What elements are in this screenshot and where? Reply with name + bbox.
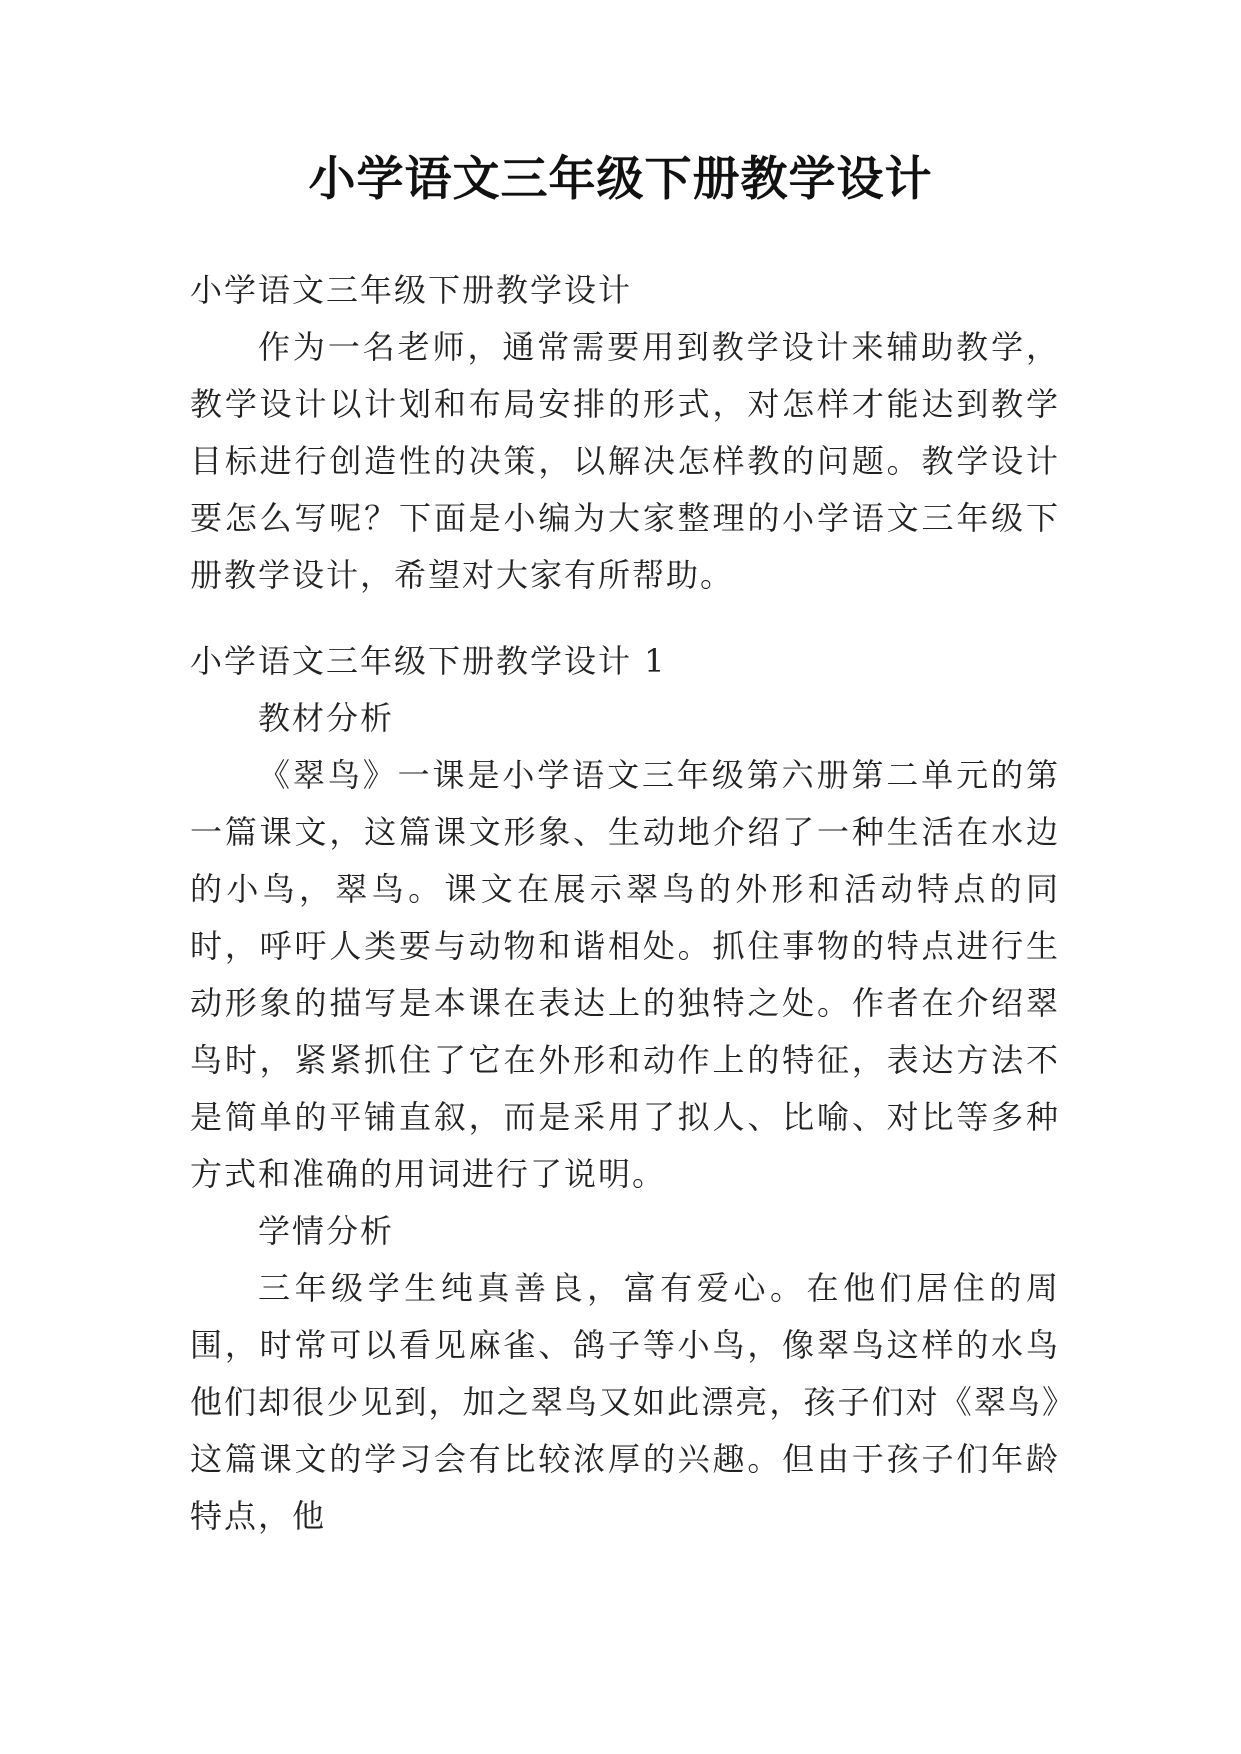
page-title: 小学语文三年级下册教学设计 [308, 152, 933, 207]
intro-block [190, 262, 1060, 604]
student-analysis-paragraph: 三年级学生纯真善良，富有爱心。在他们居住的周围，时常可以看见麻雀、鸽子等小鸟，像翠鸟这样的水鸟他们却很少见到，加之翠鸟又如此漂亮，孩子们对《翠鸟》这篇课文的学习会有比较浓厚的兴趣。但由于孩子们年龄特点，他 [190, 1269, 1060, 1535]
intro-paragraph: 作为一名老师，通常需要用到教学设计来辅助教学，教学设计以计划和布局安排的形式，对怎样才能达到教学目标进行创造性的决策，以解决怎样教的问题。教学设计要怎么写呢？下面是小编为大家整理的小学语文三年级下册教学设计，希望对大家有所帮助。 [190, 328, 1060, 594]
section-1-heading: 小学语文三年级下册教学设计 1 [190, 642, 667, 680]
textbook-analysis-label: 教材分析 [258, 699, 395, 737]
textbook-analysis-paragraph: 《翠鸟》一课是小学语文三年级第六册第二单元的第一篇课文，这篇课文形象、生动地介绍了一种生活在水边的小鸟，翠鸟。课文在展示翠鸟的外形和活动特点的同时，呼吁人类要与动物和谐相处。抓住事物的特点进行生动形象的描写是本课在表达上的独特之处。作者在介绍翠鸟时，紧紧抓住了它在外形和动作上的特征，表达方法不是简单的平铺直叙，而是采用了拟人、比喻、对比等多种方式和准确的用词进行了说明。 [190, 756, 1060, 1193]
intro-subheading: 小学语文三年级下册教学设计 [190, 271, 633, 309]
student-analysis-label: 学情分析 [258, 1212, 395, 1250]
section-1-block [190, 633, 1060, 1545]
